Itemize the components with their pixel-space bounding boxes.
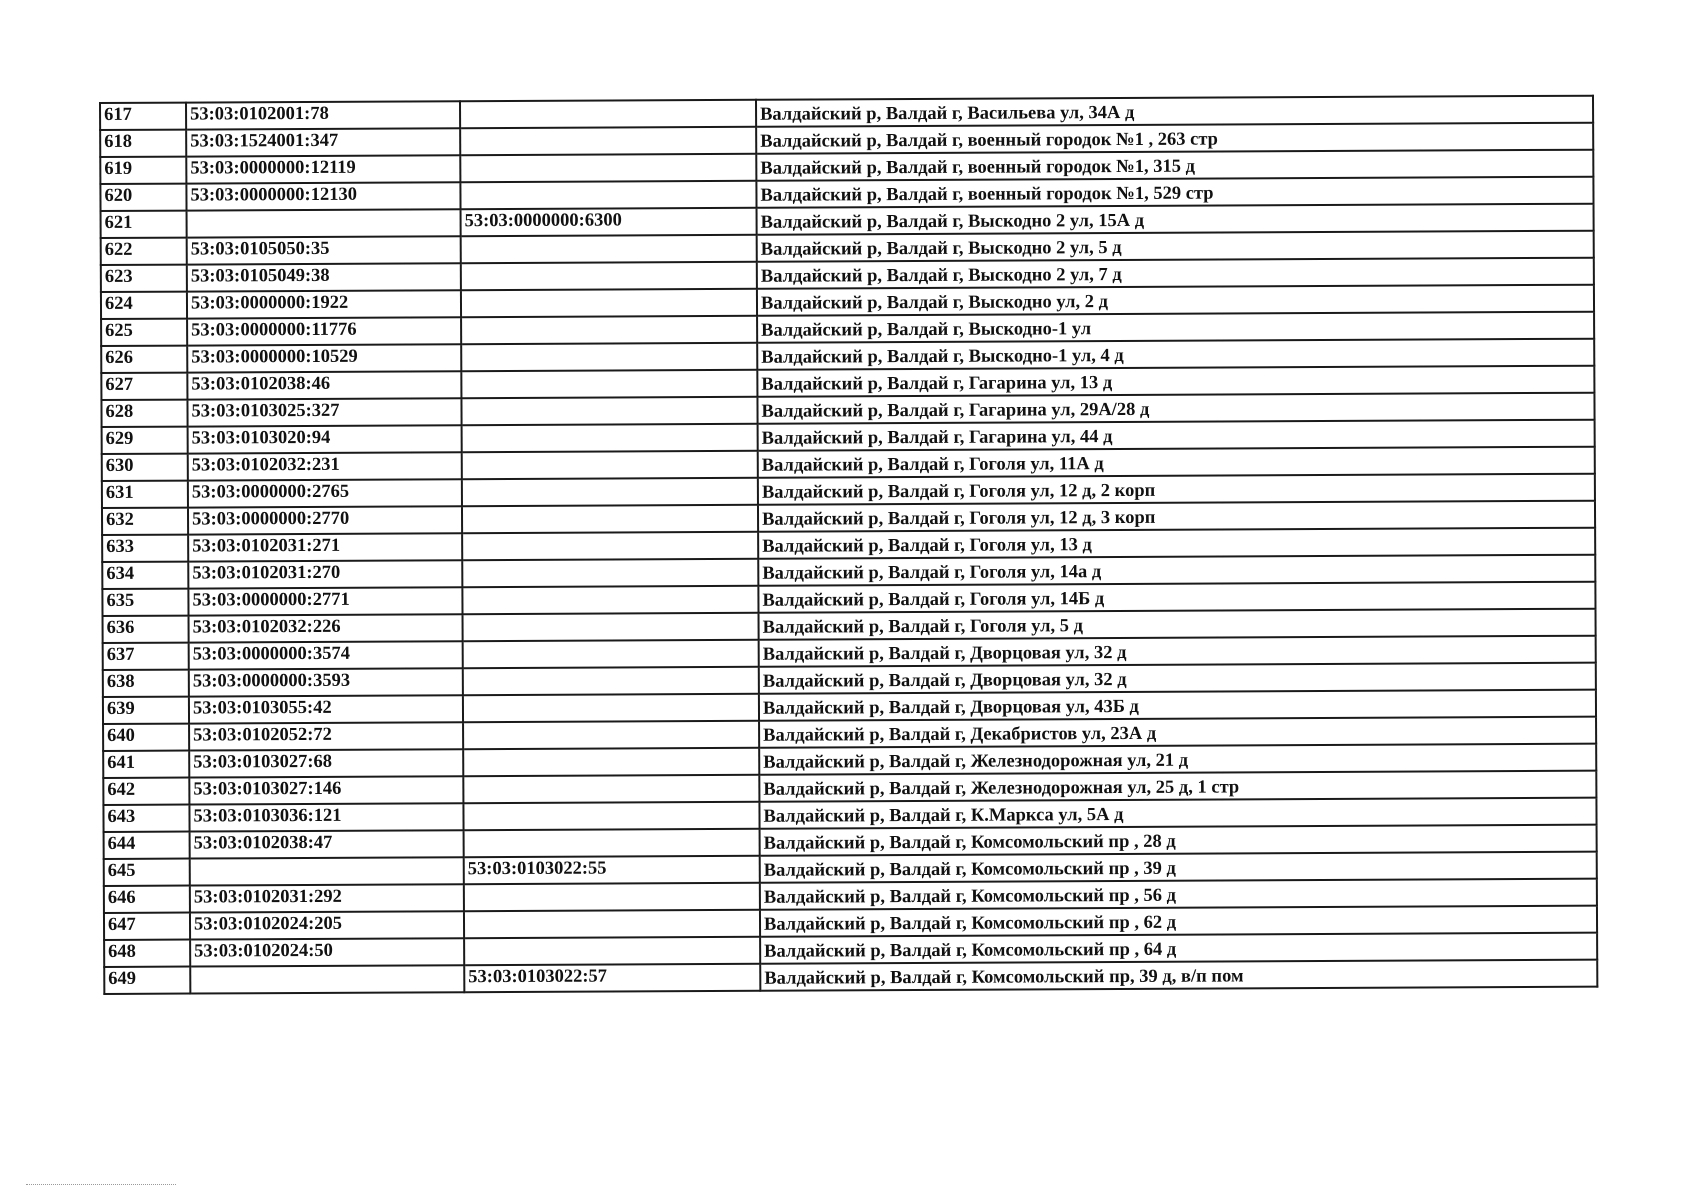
address-cell: Валдайский р, Валдай г, Гагарина ул, 13 д [757,366,1594,397]
cadastral-number-alt-cell [463,721,759,749]
cadastral-number-alt-cell [460,127,756,155]
cadastral-number-alt-cell [461,397,757,425]
row-number-cell: 637 [103,643,189,670]
row-number-cell: 630 [102,454,188,481]
cadastral-number-cell: 53:03:0102038:47 [190,830,464,858]
property-table [99,95,1598,995]
row-number-cell: 617 [100,103,186,130]
row-number-cell: 638 [103,670,189,697]
scan-artifact-line [26,1184,176,1185]
cadastral-number-cell: 53:03:0000000:11776 [187,317,461,345]
address-cell: Валдайский р, Валдай г, Дворцовая ул, 32 д [759,636,1596,667]
row-number-cell: 648 [104,940,190,967]
address-cell: Валдайский р, Валдай г, Гоголя ул, 5 д [759,609,1596,640]
address-cell: Валдайский р, Валдай г, Комсомольский пр , 62 д [760,906,1597,937]
cadastral-number-cell: 53:03:0000000:1922 [187,290,461,318]
cadastral-number-alt-cell [462,424,758,452]
address-cell: Валдайский р, Валдай г, Гоголя ул, 14Б д [758,582,1595,613]
row-number-cell: 634 [102,562,188,589]
cadastral-number-alt-cell [464,910,760,938]
cadastral-number-cell: 53:03:0102052:72 [189,722,463,750]
address-cell: Валдайский р, Валдай г, Комсомольский пр , 64 д [760,933,1597,964]
address-cell: Валдайский р, Валдай г, Выскодно 2 ул, 5 д [757,231,1594,262]
cadastral-number-alt-cell [462,532,758,560]
row-number-cell: 628 [101,400,187,427]
row-number-cell: 642 [103,778,189,805]
address-cell: Валдайский р, Валдай г, Васильева ул, 34А д [756,96,1593,127]
row-number-cell: 639 [103,697,189,724]
row-number-cell: 624 [101,292,187,319]
row-number-cell: 629 [102,427,188,454]
cadastral-number-cell: 53:03:0102032:231 [188,452,462,480]
address-cell: Валдайский р, Валдай г, военный городок №1 , 263 стр [756,123,1593,154]
cadastral-number-alt-cell [461,316,757,344]
row-number-cell: 633 [102,535,188,562]
row-number-cell: 621 [101,211,187,238]
row-number-cell: 636 [103,616,189,643]
address-cell: Валдайский р, Валдай г, Гагарина ул, 29А/28 д [757,393,1594,424]
cadastral-number-cell: 53:03:0102038:46 [187,371,461,399]
address-cell: Валдайский р, Валдай г, Дворцовая ул, 32 д [759,663,1596,694]
property-table-body [100,96,1597,994]
cadastral-number-alt-cell [461,343,757,371]
cadastral-number-alt-cell [462,586,758,614]
row-number-cell: 641 [103,751,189,778]
address-cell: Валдайский р, Валдай г, Комсомольский пр , 28 д [760,825,1597,856]
cadastral-number-cell: 53:03:0000000:12119 [186,155,460,183]
address-cell: Валдайский р, Валдай г, Гоголя ул, 12 д, 2 корп [758,474,1595,505]
cadastral-number-alt-cell [464,937,760,965]
cadastral-number-cell: 53:03:0102031:271 [188,533,462,561]
row-number-cell: 627 [101,373,187,400]
row-number-cell: 625 [101,319,187,346]
cadastral-number-cell: 53:03:0000000:12130 [186,182,460,210]
row-number-cell: 647 [104,913,190,940]
cadastral-number-cell: 53:03:0102032:226 [189,614,463,642]
row-number-cell: 619 [100,157,186,184]
address-cell: Валдайский р, Валдай г, Гоголя ул, 12 д, 3 корп [758,501,1595,532]
cadastral-number-alt-cell [461,370,757,398]
cadastral-number-alt-cell [461,235,757,263]
row-number-cell: 646 [104,886,190,913]
address-cell: Валдайский р, Валдай г, Выскодно 2 ул, 15А д [757,204,1594,235]
address-cell: Валдайский р, Валдай г, военный городок №1, 315 д [756,150,1593,181]
cadastral-number-alt-cell [463,775,759,803]
cadastral-number-cell: 53:03:0000000:2770 [188,506,462,534]
cadastral-number-cell: 53:03:0102024:50 [190,938,464,966]
row-number-cell: 622 [101,238,187,265]
row-number-cell: 623 [101,265,187,292]
cadastral-number-cell: 53:03:0103020:94 [188,425,462,453]
cadastral-number-alt-cell [460,181,756,209]
address-cell: Валдайский р, Валдай г, Выскодно ул, 2 д [757,285,1594,316]
row-number-cell: 640 [103,724,189,751]
cadastral-number-cell [190,965,464,993]
address-cell: Валдайский р, Валдай г, Выскодно-1 ул, 4 д [757,339,1594,370]
cadastral-number-cell: 53:03:0000000:3574 [189,641,463,669]
row-number-cell: 632 [102,508,188,535]
cadastral-number-cell [187,209,461,237]
cadastral-number-alt-cell [463,613,759,641]
cadastral-number-cell: 53:03:0103036:121 [189,803,463,831]
cadastral-number-alt-cell [463,694,759,722]
cadastral-number-cell: 53:03:0102001:78 [186,101,460,129]
cadastral-number-alt-cell [463,667,759,695]
address-cell: Валдайский р, Валдай г, Железнодорожная ул, 25 д, 1 стр [759,771,1596,802]
cadastral-number-alt-cell [463,748,759,776]
address-cell: Валдайский р, Валдай г, Выскодно-1 ул [757,312,1594,343]
row-number-cell: 620 [100,184,186,211]
cadastral-number-alt-cell [461,289,757,317]
cadastral-number-cell: 53:03:0103027:146 [189,776,463,804]
cadastral-number-cell: 53:03:0000000:10529 [187,344,461,372]
address-cell: Валдайский р, Валдай г, Гоголя ул, 11А д [758,447,1595,478]
address-cell: Валдайский р, Валдай г, К.Маркса ул, 5А д [759,798,1596,829]
row-number-cell: 618 [100,130,186,157]
cadastral-number-alt-cell [460,100,756,128]
cadastral-number-cell: 53:03:0000000:3593 [189,668,463,696]
cadastral-number-alt-cell [464,883,760,911]
address-cell: Валдайский р, Валдай г, Дворцовая ул, 43Б д [759,690,1596,721]
address-cell: Валдайский р, Валдай г, Комсомольский пр, 39 д, в/п пом [760,960,1597,991]
cadastral-number-cell [190,857,464,885]
cadastral-number-cell: 53:03:0105049:38 [187,263,461,291]
row-number-cell: 643 [103,805,189,832]
row-number-cell: 635 [102,589,188,616]
cadastral-number-cell: 53:03:0102031:270 [188,560,462,588]
cadastral-number-alt-cell [462,451,758,479]
row-number-cell: 645 [104,859,190,886]
row-number-cell: 626 [101,346,187,373]
cadastral-number-cell: 53:03:0103055:42 [189,695,463,723]
cadastral-number-alt-cell [462,505,758,533]
cadastral-number-cell: 53:03:0000000:2771 [188,587,462,615]
cadastral-number-cell: 53:03:0000000:2765 [188,479,462,507]
row-number-cell: 631 [102,481,188,508]
address-cell: Валдайский р, Валдай г, Гоголя ул, 14а д [758,555,1595,586]
address-cell: Валдайский р, Валдай г, Гоголя ул, 13 д [758,528,1595,559]
address-cell: Валдайский р, Валдай г, Комсомольский пр , 39 д [760,852,1597,883]
cadastral-number-alt-cell [460,154,756,182]
cadastral-number-alt-cell: 53:03:0103022:57 [464,964,760,992]
cadastral-number-alt-cell [462,559,758,587]
cadastral-number-alt-cell [463,640,759,668]
row-number-cell: 644 [104,832,190,859]
cadastral-number-alt-cell: 53:03:0000000:6300 [461,208,757,236]
cadastral-number-alt-cell [461,262,757,290]
cadastral-number-alt-cell [463,802,759,830]
address-cell: Валдайский р, Валдай г, Комсомольский пр , 56 д [760,879,1597,910]
address-cell: Валдайский р, Валдай г, Железнодорожная ул, 21 д [759,744,1596,775]
cadastral-number-alt-cell [464,829,760,857]
address-cell: Валдайский р, Валдай г, Выскодно 2 ул, 7 д [757,258,1594,289]
address-cell: Валдайский р, Валдай г, военный городок №1, 529 стр [756,177,1593,208]
cadastral-number-alt-cell [462,478,758,506]
cadastral-number-cell: 53:03:1524001:347 [186,128,460,156]
row-number-cell: 649 [104,967,190,994]
cadastral-number-cell: 53:03:0102031:292 [190,884,464,912]
cadastral-number-cell: 53:03:0102024:205 [190,911,464,939]
cadastral-number-alt-cell: 53:03:0103022:55 [464,856,760,884]
address-cell: Валдайский р, Валдай г, Декабристов ул, 23А д [759,717,1596,748]
cadastral-number-cell: 53:03:0105050:35 [187,236,461,264]
cadastral-number-cell: 53:03:0103025:327 [187,398,461,426]
cadastral-number-cell: 53:03:0103027:68 [189,749,463,777]
address-cell: Валдайский р, Валдай г, Гагарина ул, 44 д [758,420,1595,451]
